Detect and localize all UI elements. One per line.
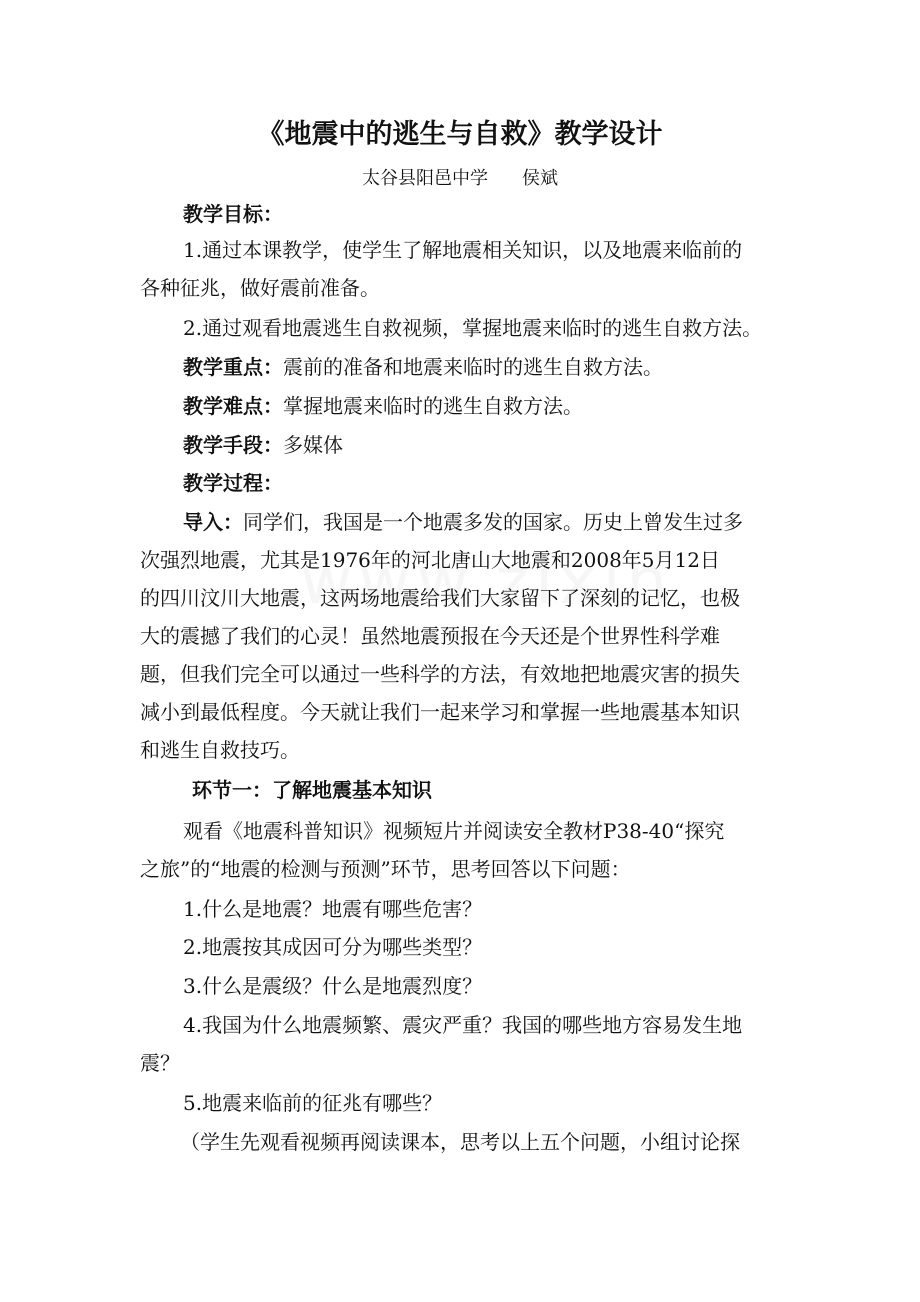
question-4-line-1: 4.我国为什么地震频繁、震灾严重？我国的哪些地方容易发生地 <box>183 1013 743 1037</box>
question-2: 2.地震按其成因可分为哪些类型？ <box>183 935 483 959</box>
section-1-paragraph-line-1: 观看《地震科普知识》视频短片并阅读安全教材P38-40“探究 <box>183 819 725 843</box>
teacher-name: 侯斌 <box>522 168 558 189</box>
intro-line-1 <box>183 508 743 536</box>
intro-line-4: 大的震撼了我们的心灵！虽然地震预报在今天还是个世界性科学难 <box>140 624 720 648</box>
intro-line-3: 的四川汶川大地震，这两场地震给我们大家留下了深刻的记忆，也极 <box>140 586 740 610</box>
objective-1-line-1: 1.通过本课教学，使学生了解地震相关知识，以及地震来临前的 <box>183 238 743 262</box>
question-1: 1.什么是地震？地震有哪些危害？ <box>183 897 483 921</box>
section-1-heading: 环节一：了解地震基本知识 <box>192 778 432 802</box>
intro-line-2: 次强烈地震，尤其是1976年的河北唐山大地震和2008年5月12日 <box>140 548 720 572</box>
difficulties-paragraph <box>183 392 583 420</box>
question-4-line-2: 震？ <box>140 1051 180 1075</box>
key-points-label: 教学重点： <box>183 355 283 379</box>
intro-line-6: 减小到最低程度。今天就让我们一起来学习和掌握一些地震基本知识 <box>140 700 740 724</box>
intro-line-7: 和逃生自救技巧。 <box>140 738 300 762</box>
means-label: 教学手段： <box>183 433 283 457</box>
process-heading: 教学过程： <box>183 471 283 495</box>
school-name: 太谷县阳邑中学 <box>362 168 488 189</box>
section-1-paragraph-line-2: 之旅”的“地震的检测与预测”环节，思考回答以下问题： <box>140 857 631 881</box>
student-activity-note: （学生先观看视频再阅读课本，思考以上五个问题，小组讨论探 <box>180 1130 740 1154</box>
objective-2: 2.通过观看地震逃生自救视频，掌握地震来临时的逃生自救方法。 <box>183 316 763 340</box>
question-3: 3.什么是震级？什么是地震烈度？ <box>183 974 483 998</box>
author-line <box>0 164 920 190</box>
difficulties-label: 教学难点： <box>183 394 283 418</box>
objective-1-line-2: 各种征兆，做好震前准备。 <box>140 276 380 300</box>
key-points-paragraph <box>183 353 663 381</box>
intro-label: 导入： <box>183 510 243 534</box>
key-points-text: 震前的准备和地震来临时的逃生自救方法。 <box>283 355 663 379</box>
intro-text: 同学们，我国是一个地震多发的国家。历史上曾发生过多 <box>243 510 743 534</box>
document-title: 《地震中的逃生与自救》教学设计 <box>257 119 663 150</box>
intro-line-5: 题，但我们完全可以通过一些科学的方法，有效地把地震灾害的损失 <box>140 662 740 686</box>
means-text: 多媒体 <box>283 433 343 457</box>
means-paragraph <box>183 431 343 459</box>
objectives-heading: 教学目标： <box>183 202 283 226</box>
question-5: 5.地震来临前的征兆有哪些？ <box>183 1091 443 1115</box>
difficulties-text: 掌握地震来临时的逃生自救方法。 <box>283 394 583 418</box>
